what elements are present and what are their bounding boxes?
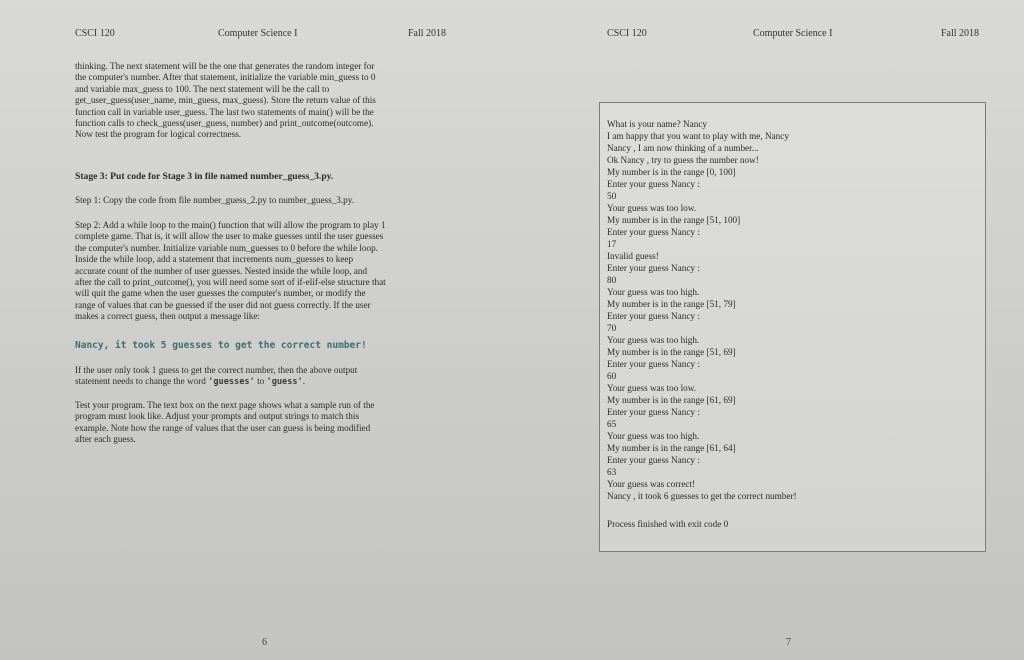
step2-paragraph — [75, 220, 455, 323]
code-word-guess: 'guess' — [266, 377, 303, 388]
header-course: CSCI 120 — [607, 28, 647, 39]
text-line: will quit the game when the user guesses the computer's number, or modify the — [75, 288, 366, 299]
console-line: 60 — [607, 371, 617, 381]
console-line: 80 — [607, 275, 617, 285]
console-line: Enter your guess Nancy : — [607, 263, 700, 273]
console-line: My number is in the range [0, 100] — [607, 167, 736, 177]
text-line: Inside the while loop, add a statement that increments num_guesses to keep — [75, 254, 354, 265]
console-line: My number is in the range [51, 69] — [607, 347, 736, 357]
console-line: Invalid guess! — [607, 251, 659, 261]
console-line: Your guess was too low. — [607, 383, 697, 393]
console-line: Your guess was too low. — [607, 203, 697, 213]
text-line: the computer's number. Initialize variable num_guesses to 0 before the while loop. — [75, 242, 378, 253]
code-word-guesses: 'guesses' — [208, 377, 255, 388]
console-line: Enter your guess Nancy : — [607, 227, 700, 237]
text-line: accurate count of the number of user guesses. Nested inside the while loop, and — [75, 265, 368, 276]
text-line: thinking. The next statement will be the one that generates the random integer for — [75, 61, 375, 71]
console-line: 17 — [607, 239, 617, 249]
header-title: Computer Science I — [218, 28, 298, 39]
text-line — [75, 376, 455, 388]
console-line: Your guess was too high. — [607, 287, 700, 297]
console-line: 65 — [607, 419, 617, 429]
console-line: Nancy , it took 6 guesses to get the correct number! — [607, 491, 797, 501]
console-line: Nancy , I am now thinking of a number... — [607, 143, 759, 153]
console-line: My number is in the range [61, 69] — [607, 395, 736, 405]
text-line: after the call to print_outcome(), you will need some sort of if-elif-else structure that — [75, 277, 386, 288]
console-line: I am happy that you want to play with me, Nancy — [607, 131, 789, 141]
text-line: function call in variable user_guess. The last two statements of main() will be the — [75, 106, 374, 117]
text-line: the computer's number. After that statement, initialize the variable min_guess to 0 — [75, 72, 376, 83]
console-line: 50 — [607, 191, 617, 201]
text-fragment: . — [302, 376, 306, 387]
console-line: Enter your guess Nancy : — [607, 455, 700, 465]
text-fragment: statement needs to change the word — [75, 376, 209, 387]
text-line: makes a correct guess, then output a message like: — [75, 311, 260, 322]
text-line: If the user only took 1 guess to get the correct number, then the above output — [75, 365, 358, 375]
text-line: Step 2: Add a while loop to the main() function that will allow the program to play 1 — [75, 220, 386, 230]
single-guess-paragraph — [75, 365, 455, 389]
text-fragment: to — [254, 376, 267, 387]
text-line: Now test the program for logical correctness. — [75, 129, 242, 140]
console-line: Your guess was correct! — [607, 479, 696, 489]
console-line: Ok Nancy , try to guess the number now! — [607, 155, 759, 165]
text-line: program must look like. Adjust your prompts and output strings to match this — [75, 411, 360, 422]
text-line: function calls to check_guess(user_guess, number) and print_outcome(outcome). — [75, 118, 374, 129]
sample-run-box — [599, 102, 986, 552]
console-line: My number is in the range [51, 79] — [607, 299, 736, 309]
header-course: CSCI 120 — [75, 28, 115, 39]
console-line: What is your name? Nancy — [607, 119, 708, 129]
header-term: Fall 2018 — [408, 28, 447, 39]
text-line: example. Note how the range of values that the user can guess is being modified — [75, 422, 371, 433]
text-line: after each guess. — [75, 434, 136, 445]
header-term: Fall 2018 — [941, 28, 980, 39]
page-number: 6 — [262, 637, 267, 648]
step1-text: Step 1: Copy the code from file number_guess_2.py to number_guess_3.py. — [75, 195, 355, 205]
text-line: and variable max_guess to 100. The next statement will be the call to — [75, 83, 330, 94]
exit-code-line: Process finished with exit code 0 — [607, 519, 729, 529]
example-output: Nancy, it took 5 guesses to get the correct number! — [75, 340, 367, 351]
console-line: 70 — [607, 323, 617, 333]
console-line: 63 — [607, 467, 617, 477]
text-line: complete game. That is, it will allow the user to make guesses until the user guesses — [75, 231, 384, 242]
console-line: Enter your guess Nancy : — [607, 311, 700, 321]
console-line: Your guess was too high. — [607, 431, 700, 441]
console-line: Your guess was too high. — [607, 335, 700, 345]
console-line: Enter your guess Nancy : — [607, 359, 700, 369]
stage-heading: Stage 3: Put code for Stage 3 in file named number_guess_3.py. — [75, 171, 334, 182]
page-number: 7 — [786, 637, 791, 648]
header-title: Computer Science I — [753, 28, 833, 39]
console-line: My number is in the range [61, 64] — [607, 443, 736, 453]
text-line: range of values that can be guessed if the user did not guess correctly. If the user — [75, 299, 371, 310]
intro-paragraph — [75, 61, 455, 141]
console-line: Enter your guess Nancy : — [607, 407, 700, 417]
test-paragraph — [75, 400, 455, 446]
console-line: My number is in the range [51, 100] — [607, 215, 741, 225]
text-line: Test your program. The text box on the next page shows what a sample run of the — [75, 400, 375, 410]
console-output — [607, 118, 979, 502]
text-line: get_user_guess(user_name, min_guess, max_guess). Store the return value of this — [75, 95, 376, 106]
console-line: Enter your guess Nancy : — [607, 179, 700, 189]
